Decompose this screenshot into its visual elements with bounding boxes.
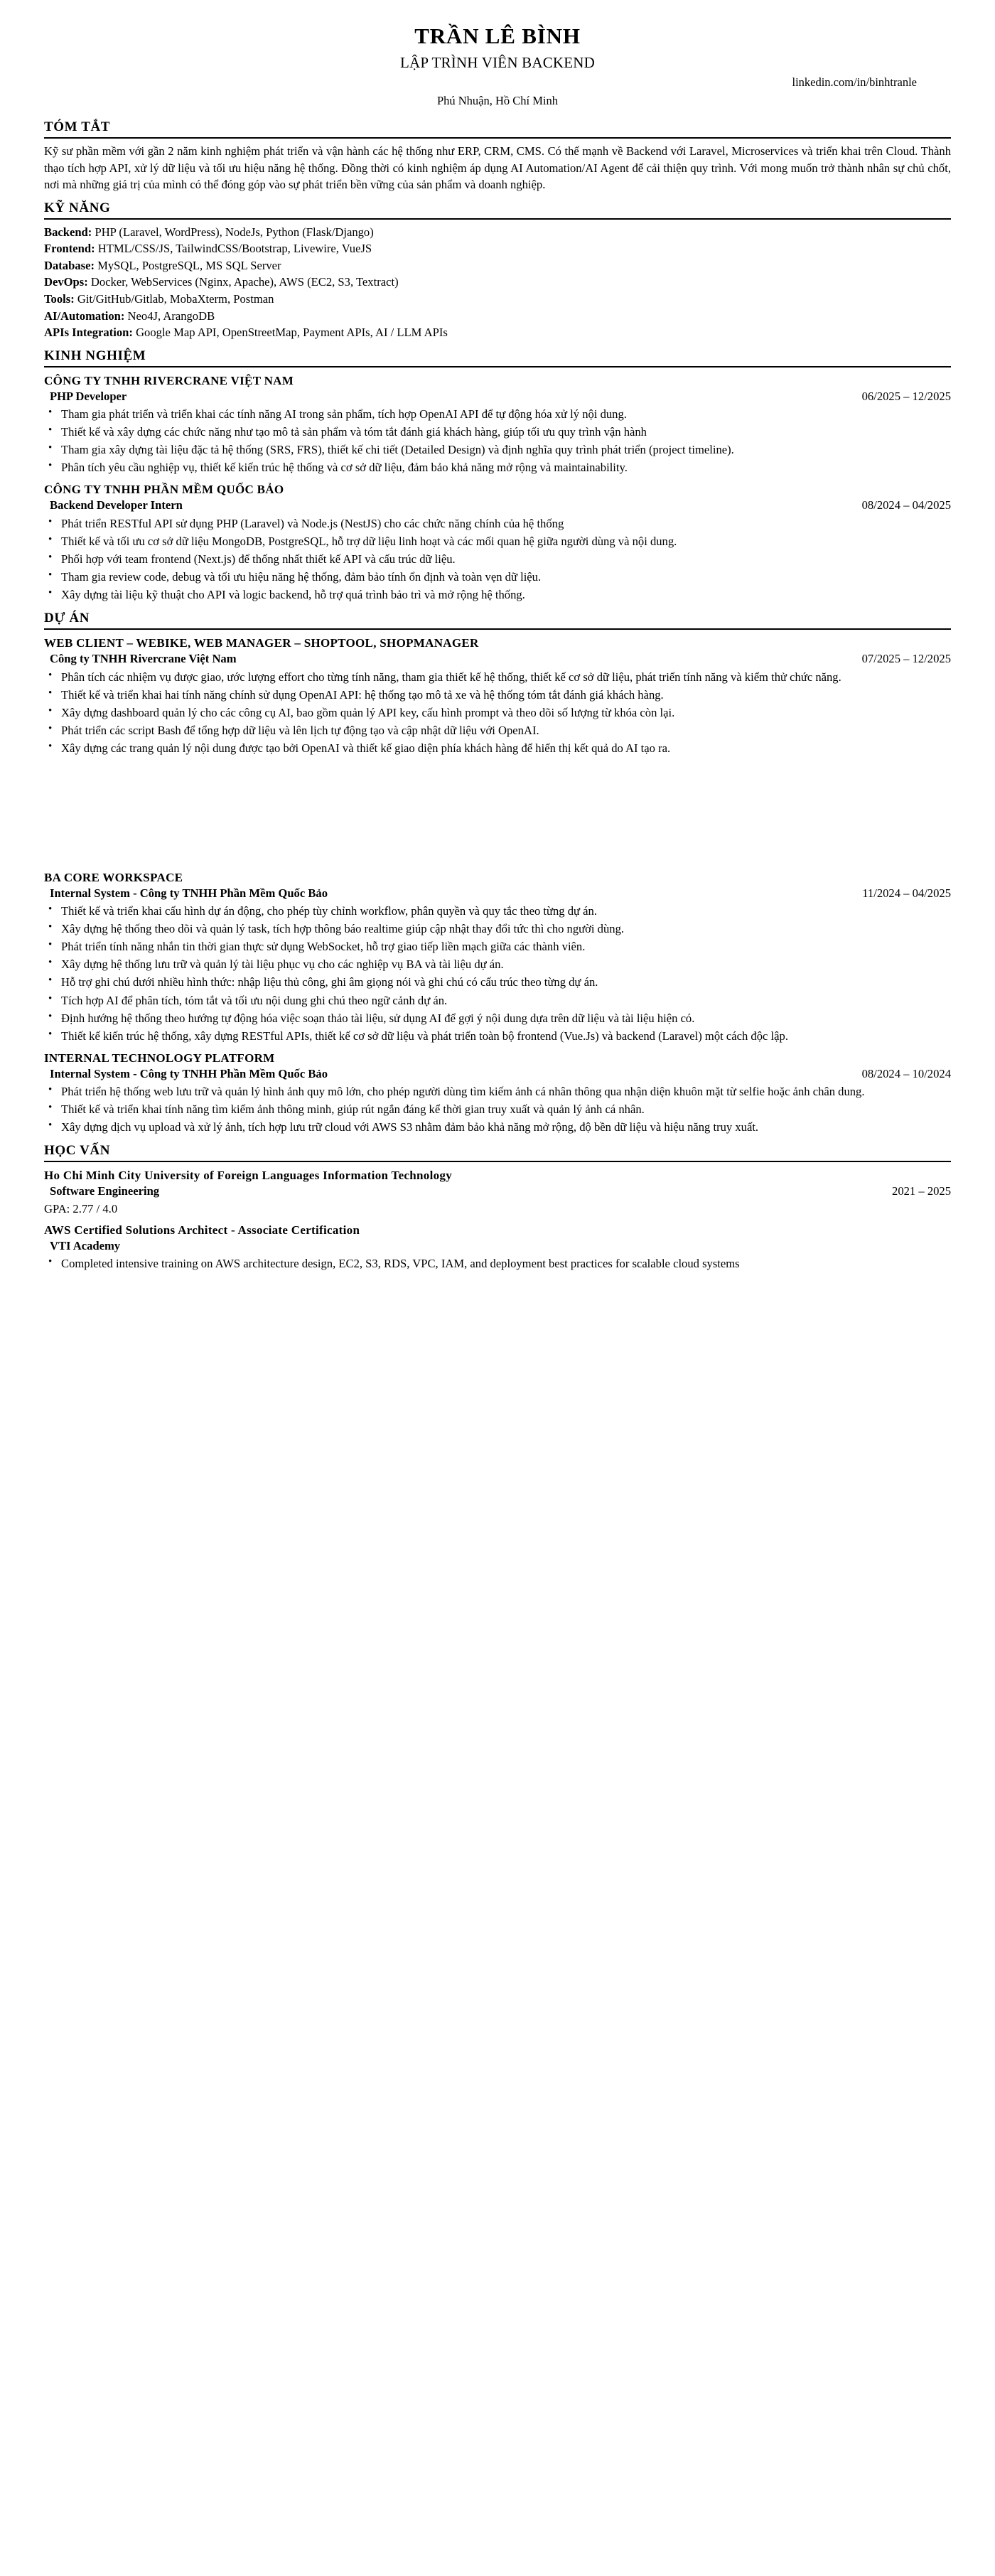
- bullet-item: • Thiết kế và tối ưu cơ sở dữ liệu MongoDB, PostgreSQL, hỗ trợ dữ liệu linh hoạt và các mối quan hệ giữa người dùng và nội dung.: [44, 533, 951, 550]
- skill-category: Frontend:: [44, 242, 95, 256]
- experience-role: Backend Developer Intern: [50, 498, 183, 512]
- skill-value: PHP (Laravel, WordPress), NodeJs, Python (Flask/Django): [92, 225, 374, 239]
- bullet-item: • Tham gia xây dựng tài liệu đặc tả hệ thống (SRS, FRS), thiết kế chi tiết (Detailed Design) và định nghĩa quy trình phát triển (project timeline).: [44, 441, 951, 458]
- skill-category: APIs Integration:: [44, 326, 133, 340]
- skill-row: [44, 240, 951, 257]
- skill-value: Google Map API, OpenStreetMap, Payment APIs, AI / LLM APIs: [132, 326, 448, 340]
- bullet-item: • Hỗ trợ ghi chú dưới nhiều hình thức: nhập liệu thủ công, ghi âm giọng nói và ghi chú có cấu trúc theo từng dự án.: [44, 974, 951, 991]
- bullet-item: • Tham gia review code, debug và tối ưu hiệu năng hệ thống, đảm bảo tính ổn định và toàn vẹn dữ liệu.: [44, 569, 951, 586]
- certification-provider-row: [44, 1238, 951, 1254]
- experience-entry: [44, 482, 951, 603]
- project-name: INTERNAL TECHNOLOGY PLATFORM: [44, 1051, 275, 1065]
- project-bullets: [44, 903, 951, 1044]
- project-date: 08/2024 – 10/2024: [861, 1066, 951, 1080]
- bullet-item: • Phát triển hệ thống web lưu trữ và quản lý hình ảnh quy mô lớn, cho phép người dùng tìm kiếm ảnh cá nhân thông qua nhận diện khuôn mặt từ selfie hoặc ảnh chân dung.: [44, 1083, 951, 1100]
- project-company: Internal System - Công ty TNHH Phần Mềm Quốc Bảo: [50, 886, 328, 900]
- education-degree: Software Engineering: [50, 1184, 160, 1198]
- education-school: Ho Chi Minh City University of Foreign Languages Information Technology: [44, 1169, 452, 1183]
- skill-value: Docker, WebServices (Nginx, Apache), AWS (EC2, S3, Textract): [87, 275, 399, 289]
- section-divider: [44, 628, 951, 630]
- summary-text: Kỹ sư phần mềm với gần 2 năm kinh nghiệm phát triển và vận hành các hệ thống như ERP, CRM, CMS. Có thế mạnh về Backend với Laravel, Microservices và triển khai trên Cloud. Thành thạo tích hợp API, xử lý dữ liệu và tối ưu hiệu năng hệ thống. Đồng thời có kinh nghiệm áp dụng AI Automation/AI Agent để cải thiện quy trình. Với mong muốn trở thành nhân sự chủ chốt, nơi mà những giá trị của mình có thể đóng góp vào sự phát triển bền vững của sản phẩm và doanh nghiệp.: [44, 144, 951, 192]
- section-experience: [44, 348, 951, 603]
- certification-entry: [44, 1223, 951, 1273]
- bullet-item: • Phối hợp với team frontend (Next.js) để thống nhất thiết kế API và cấu trúc dữ liệu.: [44, 551, 951, 568]
- resume-page: [0, 0, 995, 1273]
- bullet-item: • Thiết kế kiến trúc hệ thống, xây dựng RESTful APIs, thiết kế cơ sở dữ liệu và phát triển toàn bộ frontend (Vue.Js) và backend (Laravel) một cách độc lập.: [44, 1028, 951, 1045]
- education-degree-row: [44, 1184, 951, 1199]
- skill-row: [44, 308, 951, 325]
- bullet-item: • Phát triển RESTful API sử dụng PHP (Laravel) và Node.js (NestJS) cho các chức năng chính của hệ thống: [44, 515, 951, 532]
- certification-bullets: [44, 1255, 951, 1272]
- section-education: [44, 1143, 951, 1272]
- skill-row: [44, 257, 951, 274]
- section-summary: [44, 119, 951, 193]
- education-date: 2021 – 2025: [892, 1184, 951, 1198]
- skill-value: HTML/CSS/JS, TailwindCSS/Bootstrap, Livewire, VueJS: [95, 242, 372, 256]
- skill-category: Tools:: [44, 291, 75, 306]
- skill-row: [44, 224, 951, 241]
- experience-company: CÔNG TY TNHH PHẦN MỀM QUỐC BẢO: [44, 483, 284, 497]
- experience-role-row: [44, 389, 951, 404]
- bullet-item: • Phân tích các nhiệm vụ được giao, ước lượng effort cho từng tính năng, tham gia thiết kế hệ thống, thiết kế cơ sở dữ liệu, phát triển tính năng và kiểm thử chức năng.: [44, 669, 951, 686]
- bullet-item: • Thiết kế và xây dựng các chức năng như tạo mô tả sản phẩm và tóm tắt đánh giá khách hàng, giúp tối ưu quy trình vận hành: [44, 424, 951, 441]
- project-name: WEB CLIENT – WEBIKE, WEB MANAGER – SHOPTOOL, SHOPMANAGER: [44, 636, 479, 650]
- bullet-item: • Thiết kế và triển khai tính năng tìm kiếm ảnh thông minh, giúp rút ngắn đáng kể thời gian truy xuất và quản lý ảnh cá nhân.: [44, 1101, 951, 1118]
- skill-value: MySQL, PostgreSQL, MS SQL Server: [94, 258, 281, 272]
- bullet-item: • Thiết kế và triển khai cấu hình dự án động, cho phép tùy chỉnh workflow, phân quyền và quy tắc theo từng dự án.: [44, 903, 951, 920]
- bullet-item: • Xây dựng dịch vụ upload và xử lý ảnh, tích hợp lưu trữ cloud với AWS S3 nhằm đảm bảo khả năng mở rộng, độ bền dữ liệu và hiệu năng truy xuất.: [44, 1119, 951, 1136]
- bullet-item: • Tham gia phát triển và triển khai các tính năng AI trong sản phẩm, tích hợp OpenAI API để tự động hóa xử lý nội dung.: [44, 406, 951, 423]
- bullet-item: • Phát triển tính năng nhắn tin thời gian thực sử dụng WebSocket, hỗ trợ giao tiếp liền mạch giữa các thành viên.: [44, 938, 951, 955]
- section-divider: [44, 137, 951, 139]
- bullet-item: • Xây dựng dashboard quản lý cho các công cụ AI, bao gồm quản lý API key, cấu hình prompt và theo dõi số lượng từ khóa còn lại.: [44, 704, 951, 721]
- experience-company: CÔNG TY TNHH RIVERCRANE VIỆT NAM: [44, 373, 294, 387]
- experience-date: 06/2025 – 12/2025: [861, 389, 951, 403]
- section-skills: [44, 200, 951, 341]
- certification-name: AWS Certified Solutions Architect - Associate Certification: [44, 1223, 360, 1237]
- section-title-summary: TÓM TẮT: [44, 119, 111, 135]
- project-date: 07/2025 – 12/2025: [861, 652, 951, 666]
- bullet-item: • Định hướng hệ thống theo hướng tự động hóa việc soạn thảo tài liệu, sử dụng AI để gợi ý nội dung dựa trên dữ liệu và tài liệu hiện có.: [44, 1010, 951, 1027]
- project-entry: [44, 635, 951, 757]
- page-break-spacer: [44, 758, 951, 864]
- section-title-skills: KỸ NĂNG: [44, 200, 111, 215]
- experience-role: PHP Developer: [50, 389, 127, 403]
- skill-row: [44, 274, 951, 291]
- experience-entry: [44, 373, 951, 477]
- bullet-item: • Tích hợp AI để phân tích, tóm tắt và tối ưu nội dung ghi chú theo ngữ cảnh dự án.: [44, 992, 951, 1009]
- certification-provider: VTI Academy: [50, 1239, 121, 1253]
- project-entry: [44, 1051, 951, 1137]
- skill-category: Database:: [44, 258, 95, 272]
- education-gpa: GPA: 2.77 / 4.0: [44, 1201, 118, 1215]
- experience-role-row: [44, 498, 951, 513]
- linkedin-link[interactable]: linkedin.com/in/binhtranle: [792, 75, 917, 90]
- project-role-row: [44, 1066, 951, 1082]
- section-divider: [44, 218, 951, 220]
- experience-bullets: [44, 515, 951, 603]
- project-role-row: [44, 651, 951, 667]
- bullet-item: • Phân tích yêu cầu nghiệp vụ, thiết kế kiến trúc hệ thống và cơ sở dữ liệu, đảm bảo khả năng mở rộng và maintainability.: [44, 459, 951, 476]
- candidate-location: Phú Nhuận, Hồ Chí Minh: [436, 94, 559, 108]
- section-title-experience: KINH NGHIỆM: [44, 348, 146, 363]
- bullet-item: • Phát triển các script Bash để tổng hợp dữ liệu và lên lịch tự động tạo và cập nhật dữ liệu với OpenAI.: [44, 722, 951, 739]
- candidate-job-title: LẬP TRÌNH VIÊN BACKEND: [399, 53, 596, 71]
- contact-row: [44, 74, 951, 108]
- bullet-item: • Thiết kế và triển khai hai tính năng chính sử dụng OpenAI API: hệ thống tạo mô tả xe và hệ thống tóm tắt đánh giá khách hàng.: [44, 687, 951, 704]
- project-company: Công ty TNHH Rivercrane Việt Nam: [50, 652, 237, 666]
- section-projects: [44, 611, 951, 1136]
- experience-date: 08/2024 – 04/2025: [861, 498, 951, 512]
- section-title-education: HỌC VẤN: [44, 1143, 111, 1159]
- skill-category: DevOps:: [44, 275, 88, 289]
- experience-bullets: [44, 406, 951, 476]
- skill-category: Backend:: [44, 225, 92, 239]
- skill-row: [44, 291, 951, 308]
- project-bullets: [44, 669, 951, 757]
- bullet-item: • Xây dựng hệ thống lưu trữ và quản lý tài liệu phục vụ cho các nghiệp vụ BA và tài liệu dự án.: [44, 956, 951, 973]
- skill-row: [44, 324, 951, 341]
- project-bullets: [44, 1083, 951, 1136]
- project-date: 11/2024 – 04/2025: [862, 886, 951, 900]
- resume-header: [44, 23, 951, 112]
- skills-list: [44, 224, 951, 341]
- section-divider: [44, 366, 951, 367]
- project-name: BA CORE WORKSPACE: [44, 870, 183, 884]
- bullet-item: • Xây dựng các trang quản lý nội dung được tạo bởi OpenAI và thiết kế giao diện phía khách hàng để hiển thị kết quả do AI tạo ra.: [44, 740, 951, 757]
- project-role-row: [44, 886, 951, 901]
- candidate-name: TRẦN LÊ BÌNH: [414, 23, 581, 48]
- education-entry: [44, 1168, 951, 1217]
- bullet-item: • Xây dựng tài liệu kỹ thuật cho API và logic backend, hỗ trợ quá trình bảo trì và mở rộng hệ thống.: [44, 586, 951, 603]
- project-entry: [44, 870, 951, 1045]
- bullet-item: • Xây dựng hệ thống theo dõi và quản lý task, tích hợp thông báo realtime giúp cập nhật thay đổi tức thì cho người dùng.: [44, 921, 951, 938]
- bullet-item: • Completed intensive training on AWS architecture design, EC2, S3, RDS, VPC, IAM, and deployment best practices for scalable cloud systems: [44, 1255, 951, 1272]
- project-company: Internal System - Công ty TNHH Phần Mềm Quốc Bảo: [50, 1066, 328, 1080]
- skill-value: Neo4J, ArangoDB: [124, 308, 215, 323]
- section-title-projects: DỰ ÁN: [44, 611, 90, 626]
- skill-value: Git/GitHub/Gitlab, MobaXterm, Postman: [74, 291, 274, 306]
- section-divider: [44, 1161, 951, 1162]
- skill-category: AI/Automation:: [44, 308, 125, 323]
